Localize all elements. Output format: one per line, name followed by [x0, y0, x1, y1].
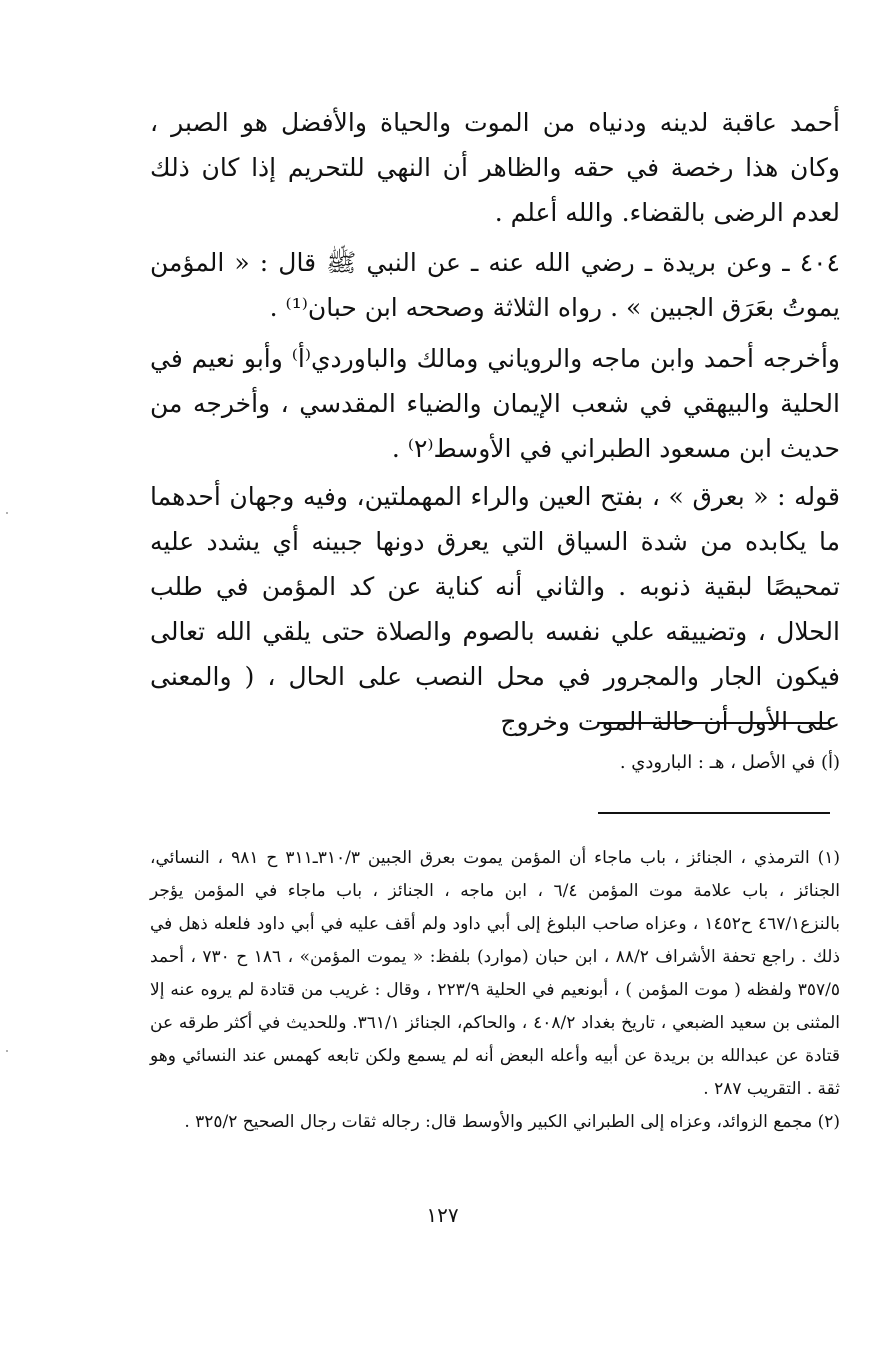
footnote-divider-bottom: [598, 812, 830, 814]
takhrij-paragraph: وأخرجه أحمد وابن ماجه والروياني ومالك والباوردي⁽أ⁾ وأبو نعيم في الحلية والبيهقي في شعب الإيمان والضياء المقدسي ، وأخرجه من حديث ابن مسعود الطبراني في الأوسط⁽٢⁾ .: [150, 344, 840, 463]
scan-artifact: [6, 1050, 8, 1052]
commentary-paragraph: قوله : « بعرق » ، بفتح العين والراء المهملتين، وفيه وجهان أحدهما ما يكابده من شدة السياق التي يعرق دونها جبينه أي يشدد عليه تمحيصًا لبقية ذنوبه . والثاني أنه كناية عن كد المؤمن في طلب الحلال ، وتضييقه علي نفسه بالصوم والصلاة حتى يلقي الله تعالى فيكون الجار والمجرور في محل النصب على الحال ، ( والمعنى على الأول أن حالة الموت وخروج: [150, 482, 840, 736]
variant-note: (أ) في الأصل ، هـ : البارودي .: [619, 752, 840, 773]
footnote-2: (٢) مجمع الزوائد، وعزاه إلى الطبراني الكبير والأوسط قال: رجاله ثقات رجال الصحيح ٣٢٥/٢ .: [184, 1112, 840, 1132]
paragraph-continuation: أحمد عاقبة لدينه ودنياه من الموت والحياة والأفضل هو الصبر ، وكان هذا رخصة في حقه والظاهر أن النهي للتحريم إذا كان ذلك لعدم الرضى بالقضاء. والله أعلم .: [150, 108, 840, 227]
hadith-404-paragraph: ٤٠٤ ـ وعن بريدة ـ رضي الله عنه ـ عن النبي ﷺ قال : « المؤمن يموتُ بعَرَق الجبين » . رواه الثلاثة وصححه ابن حبان⁽¹⁾ .: [150, 248, 840, 322]
footnotes: [150, 842, 840, 1139]
footnote-divider-top: [598, 722, 830, 724]
footnote-1: (١) الترمذي ، الجنائز ، باب ماجاء أن المؤمن يموت بعرق الجبين ٣١٠/٣ـ٣١١ ح ٩٨١ ، النسائي، الجنائز ، باب علامة موت المؤمن ٦/٤ ، ابن ماجه ، الجنائز ، باب ماجاء في المؤمن يؤجر بالنزع٤٦٧/١ ح١٤٥٢ ، وعزاه صاحب البلوغ إلى أبي داود ولم أقف عليه في أبي داود فلعله ذهل في ذلك . راجع تحفة الأشراف ٨٨/٢ ، ابن حبان (موارد) بلفظ: « يموت المؤمن» ، ١٨٦ ح ٧٣٠ ، أحمد ٣٥٧/٥ ولفظه ( موت المؤمن ) ، أبونعيم في الحلية ٢٢٣/٩ ، وقال : غريب من قتادة لم يروه عنه إلا المثنى بن سعيد الضبعي ، تاريخ بغداد ٤٠٨/٢ ، والحاكم، الجنائز ٣٦١/١. وللحديث في أكثر طرقه عن قتادة عن عبدالله بن بريدة عن أبيه وأعله البعض أنه لم يسمع ولكن تابعه كهمس عند النسائي وهو ثقة . التقريب ٢٨٧ .: [150, 848, 841, 1099]
scan-artifact: [6, 512, 8, 514]
page-number: ١٢٧: [426, 1203, 459, 1227]
